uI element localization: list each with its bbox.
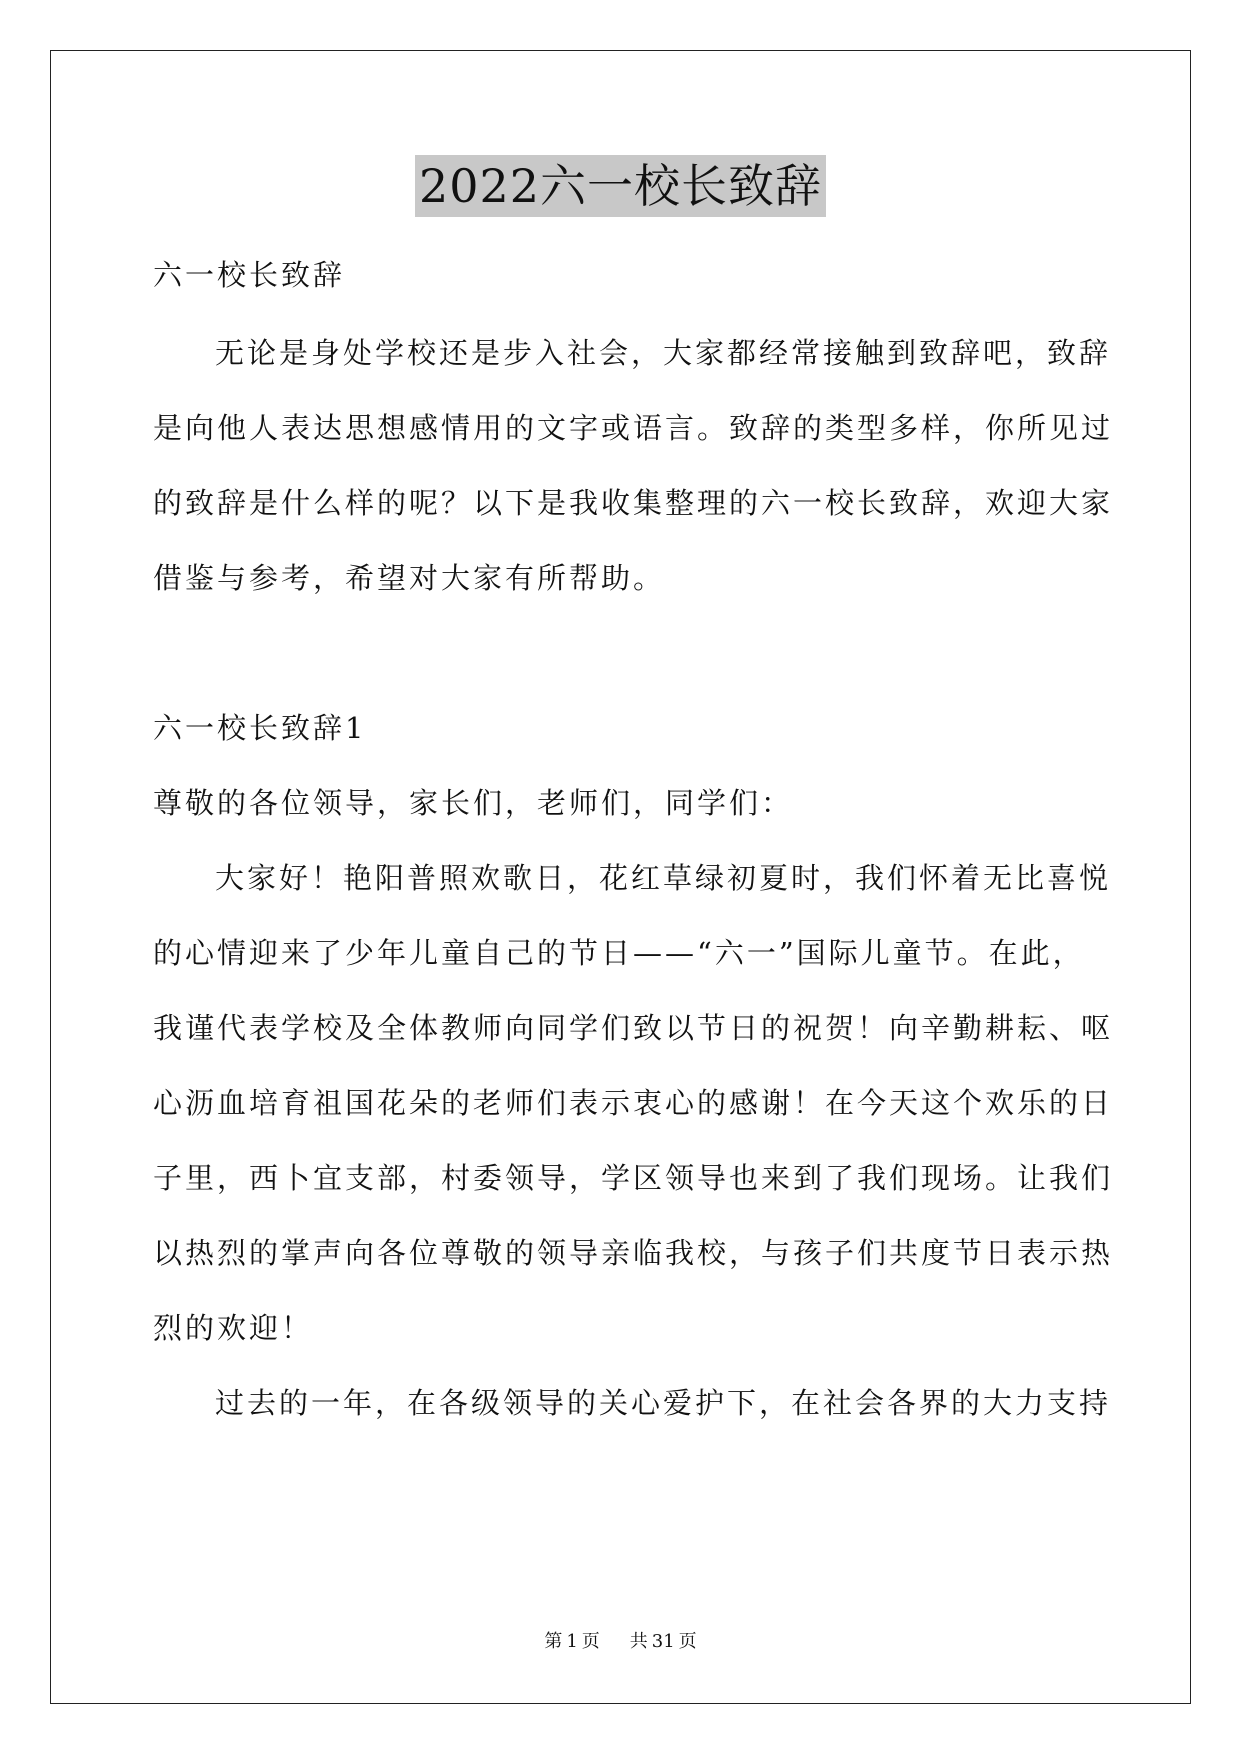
paragraph-line: 无论是身处学校还是步入社会，大家都经常接触到致辞吧，致辞	[215, 336, 1112, 370]
page-label-prefix: 第	[544, 1631, 563, 1652]
document-title: 2022六一校长致辞	[415, 155, 826, 217]
paragraph-line: 子里，西卜宜支部，村委领导，学区领导也来到了我们现场。让我们	[153, 1161, 1114, 1195]
total-label-prefix: 共	[629, 1631, 648, 1652]
paragraph-line: 大家好！艳阳普照欢歌日，花红草绿初夏时，我们怀着无比喜悦	[215, 861, 1112, 895]
page-total: 31	[651, 1631, 675, 1652]
paragraph-line: 我谨代表学校及全体教师向同学们致以节日的祝贺！向辛勤耕耘、呕	[153, 1011, 1114, 1045]
paragraph-line: 的致辞是什么样的呢？以下是我收集整理的六一校长致辞，欢迎大家	[153, 486, 1114, 520]
paragraph-line: 是向他人表达思想感情用的文字或语言。致辞的类型多样，你所见过	[153, 411, 1114, 445]
page-footer	[0, 1630, 1241, 1654]
paragraph-line: 的心情迎来了少年儿童自己的节日——“六一”国际儿童节。在此，	[153, 936, 1085, 970]
page-label-suffix: 页	[581, 1631, 600, 1652]
title-container	[0, 155, 1241, 217]
section-heading: 六一校长致辞1	[153, 711, 367, 745]
subtitle-line: 六一校长致辞	[153, 258, 346, 292]
paragraph-line: 过去的一年，在各级领导的关心爱护下，在社会各界的大力支持	[215, 1386, 1112, 1420]
greeting-line: 尊敬的各位领导，家长们，老师们，同学们：	[153, 786, 794, 820]
paragraph-line: 烈的欢迎！	[153, 1311, 314, 1345]
total-label-suffix: 页	[678, 1631, 697, 1652]
paragraph-line: 心沥血培育祖国花朵的老师们表示衷心的感谢！在今天这个欢乐的日	[153, 1086, 1114, 1120]
page-current: 1	[566, 1631, 578, 1652]
paragraph-line: 借鉴与参考，希望对大家有所帮助。	[153, 561, 666, 595]
paragraph-line: 以热烈的掌声向各位尊敬的领导亲临我校，与孩子们共度节日表示热	[153, 1236, 1114, 1270]
